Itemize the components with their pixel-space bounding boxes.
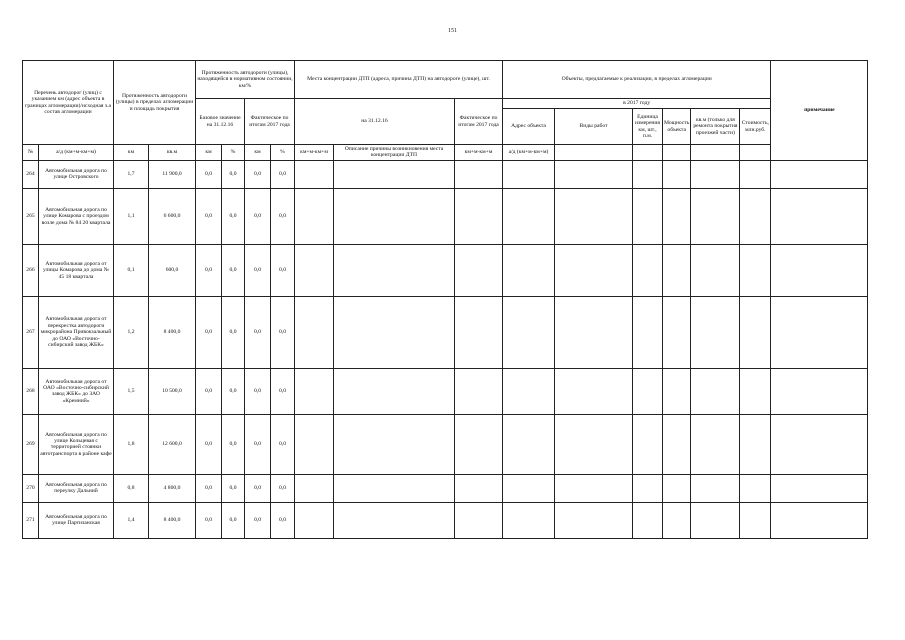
unit-dtp-desc: Описание причины возникновения места концентрации ДТП [334, 145, 455, 161]
row-number: 265 [23, 188, 39, 244]
base-pct: 0,0 [222, 368, 245, 414]
road-km: 1,2 [114, 296, 149, 368]
unit-fact-km: км [245, 145, 271, 161]
road-km: 0,8 [114, 474, 149, 502]
base-km: 0,0 [196, 188, 222, 244]
fact-km: 0,0 [245, 368, 271, 414]
road-area: 12 600,0 [149, 414, 196, 474]
base-pct: 0,0 [222, 296, 245, 368]
fact-pct: 0,0 [271, 502, 295, 538]
fact-pct: 0,0 [271, 474, 295, 502]
fact-km: 0,0 [245, 502, 271, 538]
road-km: 1,7 [114, 160, 149, 188]
unit-no: № [23, 145, 39, 161]
road-area: 10 500,0 [149, 368, 196, 414]
fact-pct: 0,0 [271, 160, 295, 188]
header-power: Мощность объекта [663, 109, 691, 145]
road-km: 1,4 [114, 502, 149, 538]
unit-base-pct: % [222, 145, 245, 161]
table-row [23, 474, 868, 502]
table-row [23, 414, 868, 474]
fact-pct: 0,0 [271, 296, 295, 368]
base-km: 0,0 [196, 474, 222, 502]
header-works: Виды работ [555, 109, 633, 145]
road-name: Автомобильная дорога по улице Партизанская [39, 502, 114, 538]
page-number: 151 [448, 28, 457, 34]
base-pct: 0,0 [222, 160, 245, 188]
roads-table [22, 60, 868, 539]
row-number: 267 [23, 296, 39, 368]
header-units-row [23, 145, 868, 161]
road-area: 11 900,0 [149, 160, 196, 188]
base-km: 0,0 [196, 502, 222, 538]
road-name: Автомобильная дорога по улице Комарова с проездом возле дома № 84 20 квартала [39, 188, 114, 244]
header-objects: Объекты, предлагаемые к реализации, в пределах агломерации [503, 61, 771, 99]
fact-km: 0,0 [245, 414, 271, 474]
road-name: Автомобильная дорога от ОАО «Восточно-сибирский завод ЖБК» до ЗАО «Кремний» [39, 368, 114, 414]
header-road-list: Перечень автодорог (улиц) с указанием км (адрес объекта в границах агломерации)/исходная з.а состав агломерации [23, 61, 114, 145]
unit-obj-addr: а/д (км+м-км+м) [503, 145, 555, 161]
table-row [23, 188, 868, 244]
fact-km: 0,0 [245, 474, 271, 502]
road-name: Автомобильная дорога по улице Кольцевая с территорией стоянки автотранспорта в районе кафе [39, 414, 114, 474]
unit-dtp-addr: км+м-км+м [295, 145, 334, 161]
fact-pct: 0,0 [271, 368, 295, 414]
road-area: 8 400,0 [149, 296, 196, 368]
header-km-repair: кв.м (только для ремонта покрытия проезжей части) [691, 109, 740, 145]
road-name: Автомобильная дорога от улицы Комарова до дома № 45 18 квартала [39, 244, 114, 296]
road-area: 6 600,0 [149, 188, 196, 244]
fact-pct: 0,0 [271, 188, 295, 244]
road-area: 600,0 [149, 244, 196, 296]
row-number: 270 [23, 474, 39, 502]
header-row-1 [23, 61, 868, 99]
row-number: 269 [23, 414, 39, 474]
base-pct: 0,0 [222, 414, 245, 474]
fact-pct: 0,0 [271, 244, 295, 296]
road-km: 1,5 [114, 368, 149, 414]
header-note: примечание [771, 61, 868, 161]
road-km: 1,1 [114, 188, 149, 244]
table-row [23, 296, 868, 368]
table-row [23, 244, 868, 296]
row-number: 264 [23, 160, 39, 188]
header-normative: Протяженность автодороги (улицы), находящейся в нормативном состоянии, км/% [196, 61, 295, 99]
table-row [23, 368, 868, 414]
header-obj-addr: Адрес объекта [503, 109, 555, 145]
fact-km: 0,0 [245, 296, 271, 368]
road-name: Автомобильная дорога по переулку Дальний [39, 474, 114, 502]
fact-km: 0,0 [245, 188, 271, 244]
base-km: 0,0 [196, 414, 222, 474]
row-number: 268 [23, 368, 39, 414]
base-km: 0,0 [196, 368, 222, 414]
header-unit: Единица измерения км, шт., п.м. [633, 109, 663, 145]
road-km: 1,8 [114, 414, 149, 474]
road-name: Автомобильная дорога от перекрестка автодороги микрорайона Привокзальный до ОАО «Восточно-сибирский завод ЖБК» [39, 296, 114, 368]
unit-base-km: км [196, 145, 222, 161]
base-pct: 0,0 [222, 244, 245, 296]
road-area: 4 800,0 [149, 474, 196, 502]
fact-pct: 0,0 [271, 414, 295, 474]
base-km: 0,0 [196, 296, 222, 368]
table-row [23, 502, 868, 538]
base-km: 0,0 [196, 160, 222, 188]
header-dtp-base: на 31.12.16 [295, 99, 455, 145]
road-km: 0,1 [114, 244, 149, 296]
row-number: 271 [23, 502, 39, 538]
header-dtp-fact: Фактическое по итогам 2017 года [455, 99, 503, 145]
unit-kvm: кв.м [149, 145, 196, 161]
header-length: Протяженность автодороги (улицы) в пределах агломерации и площадь покрытия [114, 61, 196, 145]
unit-km: км [114, 145, 149, 161]
fact-km: 0,0 [245, 160, 271, 188]
fact-km: 0,0 [245, 244, 271, 296]
base-km: 0,0 [196, 244, 222, 296]
table-row [23, 160, 868, 188]
unit-ad: а/д (км+м-км+м) [39, 145, 114, 161]
row-number: 266 [23, 244, 39, 296]
road-name: Автомобильная дорога по улице Островского [39, 160, 114, 188]
header-base: Базовое значение на 31.12.16 [196, 99, 245, 145]
header-dtp: Места концентрации ДТП (адреса, причина ДТП) на автодороге (улице), шт. [295, 61, 503, 99]
header-year-2017: в 2017 году [503, 99, 771, 109]
base-pct: 0,0 [222, 502, 245, 538]
unit-fact-pct: % [271, 145, 295, 161]
base-pct: 0,0 [222, 188, 245, 244]
header-cost: Стоимость, млн.руб. [740, 109, 771, 145]
header-fact: Фактическое по итогам 2017 года [245, 99, 295, 145]
road-area: 8 400,0 [149, 502, 196, 538]
unit-dtp-fact: км+м-км+м [455, 145, 503, 161]
base-pct: 0,0 [222, 474, 245, 502]
